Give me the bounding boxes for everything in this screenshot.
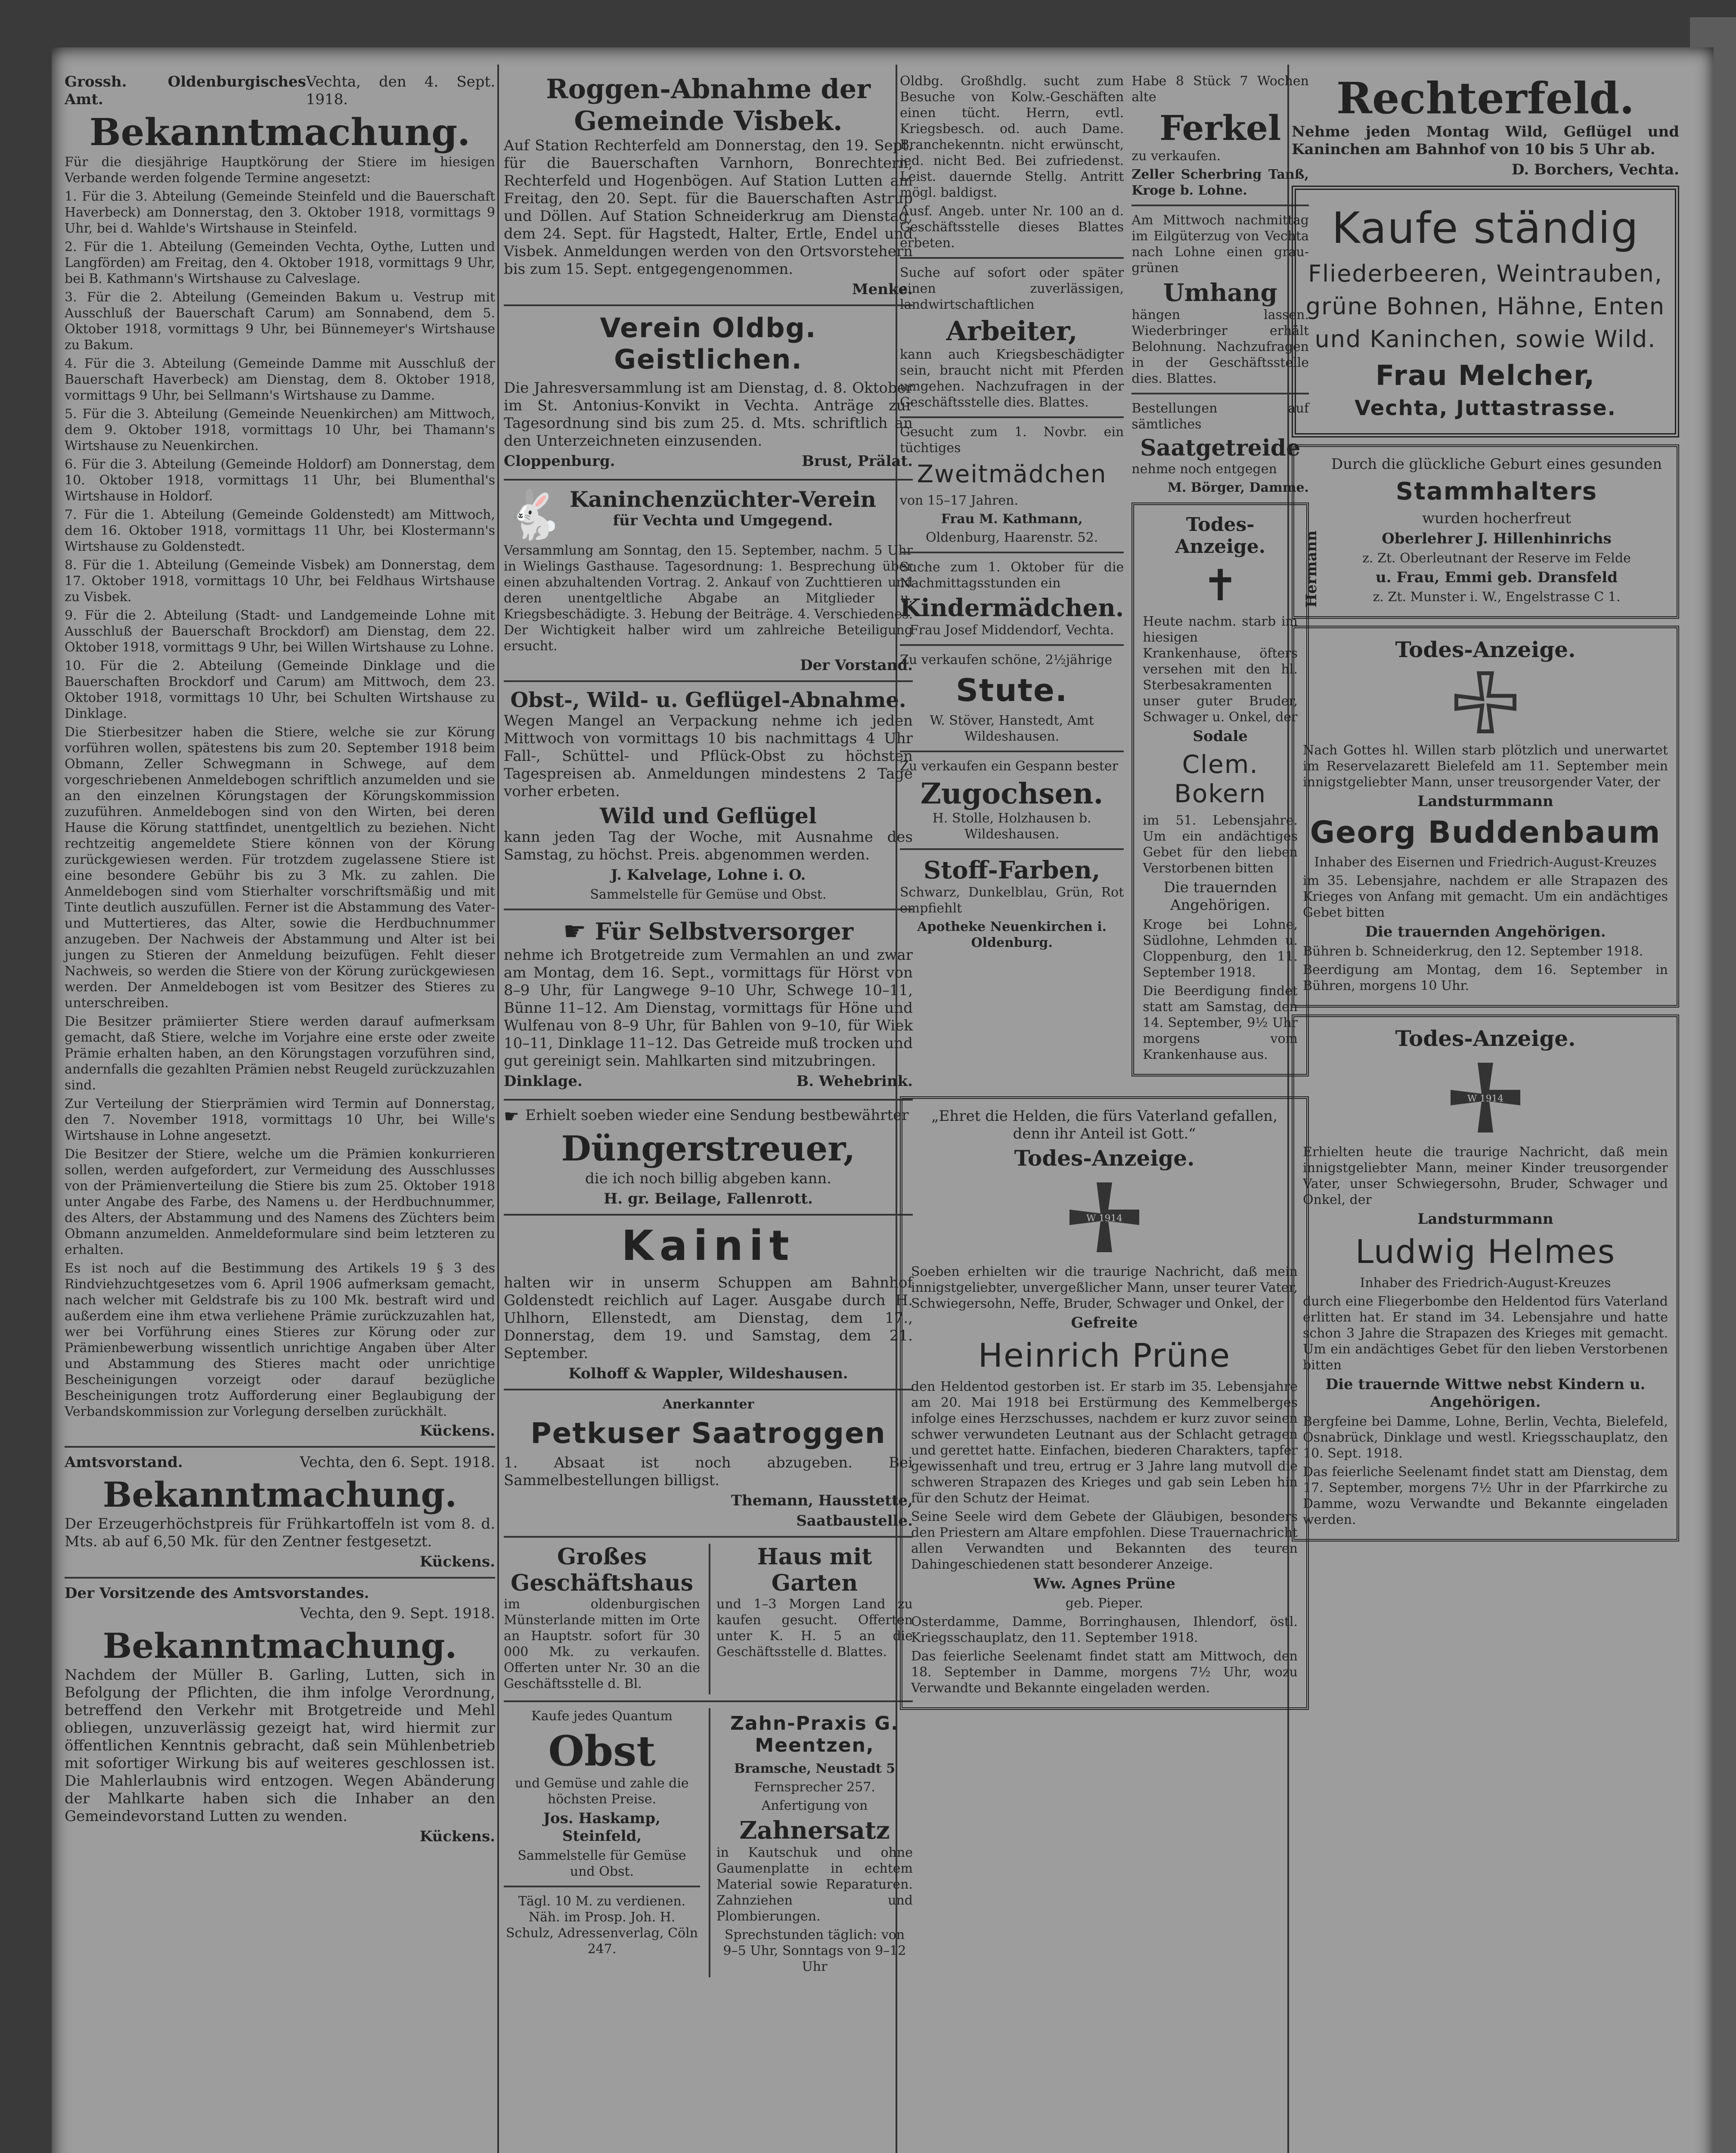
pointing-hand-icon: ☛ [504, 1107, 519, 1126]
notice-header [65, 73, 495, 111]
ad-text: 1. Absaat ist noch abzugeben. Bei Sammelbestellungen billigst. [504, 1454, 913, 1489]
ad-text: Nehme jeden Montag Wild, Geflügel und Kaninchen am Bahnhof von 10 bis 5 Uhr ab. [1292, 123, 1679, 158]
column-4 [1292, 73, 1679, 1548]
birth-text: Durch die glückliche Geburt eines gesunden [1331, 456, 1662, 473]
selfsupply-head [504, 916, 913, 946]
ad-signature: Brust, Prälat. [802, 453, 913, 470]
ad-text: nehme noch entgegen [1132, 462, 1277, 477]
ad-text: Versammlung am Sonntag, den 15. September, nachm. 5 Uhr in Wielings Gasthause. Tagesordnung: 1. Besprechung über einen abzuhaltenden Vortrag. 2. Ankauf von Zuchttieren und deren unentgeltliche Abgabe an Mitglieder u. Kriegsbeschädigte. 3. Hebung der Beiträge. 4. Verschiedenes. Der Wichtigkeit halber wird um zahlreiche Beteiligung ersucht. [504, 543, 913, 654]
deceased-name: Heinrich Prüne [978, 1336, 1231, 1374]
obituary-bokern [1132, 503, 1309, 1076]
divider [504, 1099, 913, 1101]
cross-inscription: W 1914 [1467, 1093, 1504, 1104]
ad-text: Anfertigung von [761, 1798, 868, 1813]
divider [900, 751, 1124, 752]
divider [65, 1577, 495, 1579]
ad-text: Suche auf sofort oder später einen zuverlässigen, landwirtschaftlichen [900, 265, 1124, 312]
ad-footer [504, 453, 913, 473]
ad-text: Schwarz, Dunkelblau, Grün, Rot empfiehlt [900, 885, 1124, 916]
mourners: Die trauernde Wittwe nebst Kindern u. Angehörigen. [1325, 1376, 1646, 1411]
notice-title: Bekanntmachung. [102, 1626, 457, 1666]
deceased-role: Gefreite [1071, 1314, 1138, 1331]
divider [900, 848, 1124, 850]
ad-text: halten wir in unserm Schuppen am Bahnhof Goldenstedt reichlich auf Lager. Ausgabe durch H. Uhlhorn, Ellenstedt, am Dienstag, dem 17., Donnerstag, dem 19. und Samstag, dem 21. September. [504, 1274, 913, 1362]
ad-text: Zu verkaufen ein Gespann bester [900, 759, 1118, 774]
ad-pretitle: Anerkannter [662, 1397, 754, 1412]
notice-paragraph: 10. Für die 2. Abteilung (Gemeinde Dinklage und die Bauerschaften Brockdorf und Carum) am Mittwoch, dem 23. Oktober 1918, vormittags 10 Uhr, bei Schulten Wirtshause zu Dinklage. [65, 658, 495, 721]
ad-row [900, 73, 1309, 1083]
rabbit-icon: 🐇 [504, 487, 563, 542]
obituary-text: im 51. Lebensjahre. Um ein andächtiges Gebet für den lieben Verstorbenen bitten [1143, 813, 1298, 876]
notice-signature: Kückens. [419, 1828, 495, 1845]
ad-place: Dinklage. [504, 1073, 583, 1090]
fruit-ad [504, 1708, 700, 1977]
ad-text: Fliederbeeren, Weintrauben, grüne Bohnen, Hähne, Enten und Kaninchen, sowie Wild. [1305, 260, 1665, 353]
ad-signature: Der Vorstand. [800, 657, 913, 674]
divider [1132, 393, 1309, 394]
ad-address: Bramsche, Neustadt 5 [734, 1761, 895, 1776]
ad-row [504, 1544, 913, 1694]
ad-text: hängen lassen. Wiederbringer erhält Belohnung. Nachzufragen in der Geschäftsstelle dies. Blattes. [1132, 307, 1309, 386]
obituary-place: Osterdamme, Damme, Borringhausen, Ihlendorf, östl. Kriegsschauplatz, den 11. September 1918. [911, 1614, 1298, 1645]
ad-signature: M. Börger, Damme. [1167, 480, 1309, 495]
ad-row [504, 1708, 913, 1977]
ad-text: Ausf. Angeb. unter Nr. 100 an d. Geschäftsstelle dieses Blattes erbeten. [900, 204, 1124, 251]
obituary-motto: „Ehret die Helden, die fürs Vaterland gefallen, denn ihr Anteil ist Gott.“ [931, 1108, 1277, 1142]
obituary-text: Heute nachm. starb im hiesigen Krankenhause, öfters versehen mit den hl. Sterbesakramenten unser guter Bruder, Schwager u. Onkel, der [1143, 614, 1298, 725]
ad-title: Roggen-Abnahme der Gemeinde Visbek. [546, 73, 871, 137]
obituary-text: durch eine Fliegerbombe den Heldentod fürs Vaterland erlitten hat. Er stand im 34. Lebensjahre und hatte schon 3 Jahre die Strapazen des Krieges mit gemacht. Um ein andächtiges Gebet für den lieben Verstorbenen bitten [1303, 1294, 1668, 1373]
mourners: Die trauernden Angehörigen. [1163, 879, 1277, 914]
ad-title: Obst [548, 1727, 656, 1775]
obituary-title: Todes-Anzeige. [1014, 1145, 1195, 1171]
ad-text: Habe 8 Stück 7 Wochen alte [1132, 74, 1309, 105]
notice-title: Bekanntmachung. [102, 1474, 457, 1515]
notice-text: Der Erzeugerhöchstpreis für Frühkartoffeln ist vom 8. d. Mts. ab auf 6,50 Mk. für den Zentner festgesetzt. [65, 1515, 495, 1550]
notice-signature: Kückens. [419, 1553, 495, 1570]
birth-announcement [1292, 444, 1679, 619]
ad-title: Haus mit Garten [757, 1544, 872, 1596]
notice-paragraph: 9. Für die 2. Abteilung (Stadt- und Landgemeinde Lohne mit Ausschluß der Bauerschaft Brockdorf) am Dienstag, dem 22. Oktober 1918, vormittags 9 Uhr, bei Willen Wirtshause zu Lohne. [65, 608, 495, 655]
obituary-helmes [1292, 1014, 1679, 1542]
widow-name: Ww. Agnes Prüne [1033, 1575, 1175, 1592]
ad-signature: H. gr. Beilage, Fallenrott. [604, 1190, 813, 1207]
ad-text: die ich noch billig abgeben kann. [585, 1170, 832, 1187]
notice-paragraph: Die Besitzer prämiierter Stiere werden darauf aufmerksam gemacht, daß Stiere, welche im Vorjahre eine erste oder zweite Prämie erhalten haben, an den Körungstagen vorzuführen sind, andernfalls die gezahlten Prämien nebst Reugeld zurückzuzahlen sind. [65, 1014, 495, 1093]
garden-ad [709, 1544, 913, 1694]
ad-signature: W. Stöver, Hanstedt, Amt Wildeshausen. [930, 713, 1094, 744]
deceased-name: Clem. Bokern [1174, 750, 1267, 808]
ad-title: Stute. [956, 672, 1068, 708]
ad-text: Gesucht zum 1. Novbr. ein tüchtiges [900, 425, 1124, 456]
notice-paragraph: 3. Für die 2. Abteilung (Gemeinden Bakum u. Vestrup mit Ausschluß der Bauerschaft Carum) am Sonnabend, dem 5. Oktober 1918, vormittags 9 Uhr, bei Bünnemeyer's Wirtshause zu Bakum. [65, 290, 495, 353]
obituary-text: Erhielten heute die traurige Nachricht, daß mein innigstgeliebter Mann, meiner Kinder treusorgender Vater, unser Schwiegersohn, Bruder, Schwager und Onkel, der [1303, 1145, 1668, 1207]
ad-hours: Sprechstunden täglich: von 9–5 Uhr, Sonntags von 9–12 Uhr [723, 1927, 906, 1974]
column-2 [504, 73, 913, 1977]
ad-title: Arbeiter, [946, 315, 1078, 347]
notice-date: Vechta, den 4. Sept. 1918. [306, 73, 495, 108]
obituary-text: Soeben erhielten wir die traurige Nachricht, daß mein innigstgeliebter, unvergeßlicher Mann, unser teurer Vater, Schwiegersohn, Neffe, Bruder, Schwager und Onkel, der [911, 1264, 1298, 1311]
ad-text: Erhielt soeben wieder eine Sendung bestbewährter [525, 1107, 909, 1124]
birth-title: Stammhalters [1395, 478, 1598, 506]
notice-date: Vechta, den 6. Sept. 1918. [300, 1454, 495, 1471]
ad-text: kann jeden Tag der Woche, mit Ausnahme des Samstag, zu höchst. Preis. abgenommen werden. [504, 828, 913, 863]
ad-text: nehme ich Brotgetreide zum Vermahlen an und zwar am Montag, dem 16. Sept., vormittags für Hörst von 8–9 Uhr, für Langwege 9–10 Uhr, Schwege 10–11, Bünne 11–12. Am Dienstag, vormittags für Höne und Wulfenau von 8–9 Uhr, für Bahlen von 9–10, für Wiek 10–11, Dinklage 11–12. Das Getreide muß trocken und gut gereinigt sein. Mahlkarten sind mitzubringen. [504, 946, 913, 1070]
deceased-name: Georg Buddenbaum [1310, 815, 1661, 850]
obituary-place: Bergfeine bei Damme, Lohne, Berlin, Vechta, Bielefeld, Osnabrück, Dinklage und westl. Kriegsschauplatz, den 10. Sept. 1918. [1303, 1414, 1668, 1461]
ad-signature: Frau Melcher, [1375, 360, 1596, 392]
column-rule [497, 65, 499, 2153]
rabbit-ad-head [570, 487, 876, 543]
divider [504, 909, 913, 910]
ad-text: in Kautschuk und ohne Gaumenplatte in echtem Material sowie Reparaturen. Zahnziehen und Plombierungen. [716, 1845, 913, 1924]
dentist-ad [709, 1708, 913, 1977]
cross-inscription: W 1914 [1086, 1213, 1122, 1224]
ad-title: Kainit [621, 1222, 795, 1270]
obituary-place: Bühren b. Schneiderkrug, den 12. September 1918. [1303, 944, 1643, 959]
ad-text: von 15–17 Jahren. [900, 493, 1018, 508]
ad-subheading: Wild und Geflügel [600, 803, 817, 828]
ad-pretitle: Kaufe jedes Quantum [531, 1709, 673, 1724]
ad-title: Für Selbstversorger [595, 918, 854, 945]
ad-title: Ferkel [1159, 108, 1281, 148]
notice-paragraph: Zur Verteilung der Stierprämien wird Termin auf Donnerstag, den 7. November 1918, vormittags 10 Uhr, bei Wille's Wirtshause in Lohne angesetzt. [65, 1096, 495, 1143]
ad-title: Zahn-Praxis G. Meentzen, [730, 1712, 899, 1756]
ad-title: Kaninchenzüchter-Verein [569, 487, 876, 512]
notice-paragraph: 4. Für die 3. Abteilung (Gemeinde Damme mit Ausschluß der Bauerschaft Haverbeck) am Dienstag, dem 8. Oktober 1918, vormittags 9 Uhr, bei Sellmann's Wirtshause zu Damme. [65, 356, 495, 403]
obituary-text: Nach Gottes hl. Willen starb plötzlich und unerwartet im Reservelazarett Bielefeld am 11. September mein innigstgeliebter Mann, unser treusorgender Vater, der [1303, 743, 1668, 790]
ad-signature: H. Stolle, Holzhausen b. Wildeshausen. [932, 811, 1091, 842]
ad-text: im oldenburgischen Münsterlande mitten im Orte an Hauptstr. sofort für 30 000 Mk. zu verkaufen. Offerten unter Nr. 30 an die Geschäftsstelle d. Bl. [504, 1597, 700, 1691]
ad-signature: B. Wehebrink. [796, 1073, 913, 1090]
ad-text: und 1–3 Morgen Land zu kaufen gesucht. Offerten unter K. H. 5 an die Geschäftsstelle d. Blattes. [716, 1597, 913, 1660]
buy-ad [1292, 186, 1679, 437]
rabbit-ad [504, 487, 913, 543]
divider [504, 304, 913, 306]
divider [504, 479, 913, 481]
ad-text: Oldbg. Großhdlg. sucht zum Besuche von Kolw.-Geschäften einen tücht. Herrn, evtl. Kriegsbesch. od. auch Dame. Branchekenntn. nicht erwünscht, jed. nicht Bed. Bei zufriedenst. Leist. dauernde Stellg. Antritt mögl. baldigst. [900, 74, 1124, 200]
ad-text: zu verkaufen. [1132, 149, 1221, 164]
divider [504, 1700, 913, 1702]
funeral-info: Beerdigung am Montag, dem 16. September in Bühren, morgens 10 Uhr. [1303, 962, 1668, 993]
ad-text: Tägl. 10 M. zu verdienen. Näh. im Prosp. Joh. H. Schulz, Adressenverlag, Cöln 247. [505, 1894, 698, 1957]
deceased-role: Sodale [1193, 728, 1248, 745]
ad-title: Zweitmädchen [917, 460, 1107, 488]
notice-paragraph: 8. Für die 1. Abteilung (Gemeinde Visbek) am Donnerstag, dem 17. Oktober 1918, vormittags 10 Uhr, bei Feldhaus Wirtshause zu Visbek. [65, 558, 495, 605]
notice-header [65, 1454, 495, 1474]
ad-title: Rechterfeld. [1336, 73, 1635, 124]
wholesale-ad [900, 73, 1124, 1083]
house-ad [504, 1544, 700, 1694]
notice-body [65, 154, 495, 1420]
iron-cross-icon [1453, 670, 1518, 735]
notice-paragraph: 7. Für die 1. Abteilung (Gemeinde Goldenstedt) am Mittwoch, dem 16. Oktober 1918, vormittags 11 Uhr, bei Klostermann's Wirtshause zu Goldenstedt. [65, 507, 495, 554]
birth-text: wurden hocherfreut [1422, 510, 1572, 527]
notice-text: Nachdem der Müller B. Garling, Lutten, sich in Befolgung der Pflichten, die ihm infolge Verordnung, betreffend den Verkehr mit Brotgetreide und Mehl obliegen, unzuverlässig gezeigt hat, wird hiermit zur öffentlichen Kenntnis gebracht, daß sein Mühlenbetrieb mit sofortiger Wirkung bis auf weiteres geschlossen ist. Die Mahlerlaubnis wird entzogen. Wegen Abänderung der Mahlkarte haben sich die Inhaber an den Gemeindevorstand Lutten zu wenden. [65, 1666, 495, 1825]
ad-signature: Jos. Haskamp, Steinfeld, [543, 1810, 661, 1845]
ad-title: Petkuser Saatroggen [530, 1417, 886, 1450]
obituary-title: Todes-Anzeige. [1395, 1026, 1576, 1051]
office-label: Grossh. Oldenburgisches Amt. [65, 73, 306, 108]
ad-signature: D. Borchers, Vechta. [1512, 161, 1679, 178]
ad-title: Kindermädchen. [900, 594, 1124, 622]
ad-signature-sub: Sammelstelle für Gemüse und Obst. [590, 887, 827, 902]
obituary-place: Kroge bei Lohne, Südlohne, Lehmden u. Cloppenburg, den 11. September 1918. [1143, 917, 1298, 980]
notice-paragraph: Die Stierbesitzer haben die Stiere, welche sie zur Körung vorführen wollen, spätestens bis zum 20. September 1918 beim Obmann, Zeller Schwegmann in Schwege, auf dem vorgeschriebenen Anmeldebogen schriftlich anzumelden und sie an den einzelnen Körungstagen der Körungskommission zuzuführen. Anmeldebogen sind von den Wirten, bei deren Hause die Körung stattfindet, unentgeltlich zu beziehen. Nicht rechtzeitig angemeldete Stiere können von der Körung zurückgewiesen werden. Für trotzdem zugelassene Stiere ist eine besondere Gebühr bis zu 3 Mk. zu zahlen. Die Anmeldebogen sind vom Stierhalter vorschriftsmäßig und mit Tinte deutlich auszufüllen. Ferner ist die Abstammung des Vater- und Muttertieres, das Alter, sowie die Herdbuchnummer anzugeben. Der Nachweis der Abstammung und Alter ist bei jungen zu Stieren der Anmeldung beizufügen. Fehlt dieser Nachweis, so werden die Stiere von der Körung zurückgewiesen werden. Der Anmeldebogen ist vom Besitzer des Stieres zu unterschreiben. [65, 725, 495, 1011]
ad-title: Umhang [1163, 279, 1277, 307]
ad-signature: Kolhoff & Wappler, Wildeshausen. [568, 1365, 848, 1382]
obituary-text: Seine Seele wird dem Gebete der Gläubigen, besonders den Priestern am Altare empfohlen. Diese Trauernachricht allen Verwandten und Bekannten des teuren Dahingeschiedenen statt besonderer Anzeige. [911, 1509, 1298, 1572]
notice-paragraph: Die Besitzer der Stiere, welche um die Prämien konkurrieren sollen, werden aufgefordert, zur Vermeidung des Ausschlusses von der Prämienverteilung die Stiere bis zum 25. Oktober 1918 unter Angabe des Farbe, des Namens u. der Herdbuchnummer, des Alters, der Abstammung und des Namens des Züchters beim Obmann anzumelden. Anmeldeformulare sind beim letzteren zu erhalten. [65, 1147, 495, 1257]
ad-text: und Gemüse und zahle die höchsten Preise. [515, 1776, 689, 1807]
ad-signature-sub: Saatbaustelle. [796, 1512, 913, 1529]
divider [900, 257, 1124, 259]
column-3 [900, 73, 1309, 1717]
ad-text: Am Mittwoch nachmittag im Eilgüterzug von Vechta nach Lohne einen grau-grünen [1132, 213, 1309, 276]
obituary-pruene [900, 1096, 1309, 1710]
ad-text: Bestellungen auf sämtliches [1132, 401, 1309, 432]
birth-body [1325, 456, 1668, 608]
spreader-intro [504, 1107, 913, 1127]
divider [1132, 205, 1309, 206]
col3-right [1132, 73, 1309, 1083]
ad-text: kann auch Kriegsbeschädigter sein, braucht nicht mit Pferden umgehen. Nachzufragen in der Geschäftsstelle dies. Blattes. [900, 347, 1124, 410]
notice-paragraph: Es ist noch auf die Bestimmung des Artikels 19 § 3 des Rindviehzuchtgesetzes vom 6. April 1906 aufmerksam gemacht, nach welcher mit Geldstrafe bis zu 100 Mk. bestraft wird und außerdem eine ihm etwa verliehene Prämie zurückzuzahlen hat, wer bei Vorführung eines Stieres zur Körung oder zur Prämienbewerbung wissentlich unrichtige Angaben über Alter und Abstammung des Stieres macht oder unrichtige Bescheinigungen vorzeigt oder darauf bezügliche Bescheinigungen trotz Aufforderung einer Beglaubigung der Verbandskommission zur Vorlegung derselben zurückhält. [65, 1261, 495, 1419]
iron-cross-icon [1447, 1059, 1524, 1136]
father-name: Oberlehrer J. Hillenhinrichs [1382, 530, 1612, 547]
ad-title: Verein Oldbg. Geistlichen. [600, 312, 817, 375]
notice-date: Vechta, den 9. Sept. 1918. [300, 1605, 495, 1622]
ad-title: Saatgetreide [1140, 435, 1301, 461]
ad-title: Obst-, Wild- u. Geflügel-Abnahme. [510, 688, 906, 712]
ad-phone: Fernsprecher 257. [754, 1780, 875, 1795]
ad-signature-sub: Vechta, Juttastrasse. [1355, 396, 1616, 420]
office-label: Der Vorsitzende des Amtsvorstandes. [65, 1585, 369, 1602]
ad-subheading: Zahnersatz [739, 1816, 890, 1845]
obituary-title: Todes-Anzeige. [1395, 637, 1576, 662]
father-rank: z. Zt. Oberleutnant der Reserve im Felde [1362, 551, 1631, 566]
notice-signature: Kückens. [419, 1422, 495, 1439]
iron-cross-icon [1066, 1179, 1143, 1256]
ad-signature: Apotheke Neuenkirchen i. Oldenburg. [917, 919, 1107, 950]
notice-paragraph: 5. Für die 3. Abteilung (Gemeinde Neuenkirchen) am Mittwoch, dem 9. Oktober 1918, vormittags 10 Uhr, bei Thamann's Wirtshause zu Neuenkirchen. [65, 406, 495, 453]
ad-signature-sub: Oldenburg, Haarenstr. 52. [926, 530, 1098, 545]
ad-place: Cloppenburg. [504, 453, 615, 470]
divider [504, 680, 913, 682]
notice-paragraph: Für die diesjährige Hauptkörung der Stiere im hiesigen Verbande werden folgende Termine angesetzt: [65, 155, 495, 186]
ad-title: Zugochsen. [920, 777, 1104, 810]
notice-title: Bekanntmachung. [89, 111, 471, 154]
obituary-text: den Heldentod gestorben ist. Er starb im 35. Lebensjahre am 20. Mai 1918 bei Erstürmung des Kemmelberges infolge eines Herzschusses, nachdem er kurz zuvor seinen schwer verwundeten Leutnant aus der Schlacht getragen und gerettet hatte. Einfachen, biederen Charakters, tapfer gewissenhaft und treu, ertrug er 3 Jahre lang mutvoll die schweren Strapazen des Krieges und gab sein Leben hin für den Schutz der Heimat. [911, 1379, 1298, 1506]
notice-paragraph: 1. Für die 3. Abteilung (Gemeinde Steinfeld und die Bauerschaft Haverbeck) am Donnerstag, den 3. Oktober 1918, vormittags 9 Uhr, bei d. Wahlde's Wirtshause in Steinfeld. [65, 189, 495, 236]
ad-signature: Frau M. Kathmann, [941, 512, 1083, 527]
funeral-info: Das feierliche Seelenamt findet statt am Mittwoch, den 18. September in Damme, morgens 7½ Uhr, wozu Verwandte und Bekannte eingeladen werden. [911, 1649, 1298, 1696]
ad-text: Zu verkaufen schöne, 2½jährige [900, 652, 1113, 667]
obituary-buddenbaum [1292, 626, 1679, 1008]
decoration-info: Inhaber des Eisernen und Friedrich-August-Kreuzes [1314, 855, 1657, 870]
office-label: Amtsvorstand. [65, 1454, 183, 1471]
notice-paragraph: 6. Für die 3. Abteilung (Gemeinde Holdorf) am Donnerstag, dem 10. Oktober 1918, vormittags 11 Uhr, bei Blumenthal's Wirtshause in Holdorf. [65, 457, 495, 504]
pointing-hand-icon: ☛ [563, 916, 586, 946]
funeral-info: Die Beerdigung findet statt am Samstag, den 14. September, 9½ Uhr morgens vom Krankenhause aus. [1143, 983, 1298, 1062]
address: z. Zt. Munster i. W., Engelstrasse C 1. [1373, 589, 1621, 605]
divider [504, 1214, 913, 1216]
mother-name: u. Frau, Emmi geb. Dransfeld [1376, 569, 1618, 586]
ad-signature: J. Kalvelage, Lohne i. O. [611, 866, 806, 884]
divider [900, 552, 1124, 553]
divider [504, 1389, 913, 1390]
ad-title: Großes Geschäftshaus [510, 1544, 694, 1596]
baby-name: Hermann [1303, 530, 1320, 608]
divider [900, 644, 1124, 646]
ad-signature-sub: Sammelstelle für Gemüse und Obst. [518, 1848, 686, 1879]
funeral-info: Das feierliche Seelenamt findet statt am Dienstag, dem 17. September, morgens 7½ Uhr in der Pfarrkirche zu Damme, wozu Verwandte und Bekannte eingeladen werden. [1303, 1464, 1668, 1527]
obituary-text: im 35. Lebensjahre, nachdem er alle Strapazen des Krieges von Anfang mit gemacht. Um ein andächtiges Gebet bitten [1303, 873, 1668, 920]
column-1 [65, 73, 495, 1848]
ad-title: Düngerstreuer, [561, 1128, 856, 1169]
widow-maiden: geb. Pieper. [1065, 1596, 1144, 1611]
latin-cross-icon: ✝ [1202, 560, 1239, 611]
ad-text: Die Jahresversammlung ist am Dienstag, d. 8. Oktober im St. Antonius-Konvikt in Vechta. Anträge zur Tagesordnung sind bis zum 25. d. Mts. schriftlich an den Unterzeichneten einzusenden. [504, 379, 913, 450]
ad-text: Suche zum 1. Oktober für die Nachmittagsstunden ein [900, 560, 1124, 591]
divider [504, 1886, 700, 1887]
ad-signature: Zeller Scherbring Tanß, Kroge b. Lohne. [1132, 167, 1309, 198]
ad-footer [504, 1073, 913, 1093]
decoration-info: Inhaber des Friedrich-August-Kreuzes [1360, 1275, 1611, 1291]
ad-title: Stoff-Farben, [923, 856, 1100, 884]
notice-paragraph: 2. Für die 1. Abteilung (Gemeinden Vechta, Oythe, Lutten und Langförden) am Freitag, den 4. Oktober 1918, vormittags 9 Uhr, bei B. Kathmann's Wirtshause zu Calveslage. [65, 239, 495, 286]
ad-text: Wegen Mangel an Verpackung nehme ich jeden Mittwoch von vormittags 10 bis nachmittags 4 Uhr Fall-, Schüttel- und Pflück-Obst zu höchsten Tagespreisen ab. Anmeldungen mindestens 2 Tage vorher erbeten. [504, 712, 913, 800]
mourners: Die trauernden Angehörigen. [1365, 923, 1606, 940]
ad-title: Kaufe ständig [1332, 203, 1639, 253]
ad-signature: Frau Josef Middendorf, Vechta. [909, 623, 1114, 638]
divider [900, 416, 1124, 418]
deceased-name: Ludwig Helmes [1355, 1232, 1616, 1271]
ad-signature: Menke. [852, 281, 913, 298]
ad-subtitle: für Vechta und Umgegend. [613, 512, 833, 529]
deceased-role: Landsturmmann [1417, 793, 1553, 810]
ad-signature: Themann, Hausstette, [731, 1492, 913, 1509]
deceased-role: Landsturmmann [1417, 1210, 1553, 1228]
ad-text: Auf Station Rechterfeld am Donnerstag, den 19. Sept. für die Bauerschaften Varnhorn, Bonrechtern, Rechterfeld und Hogenbögen. Auf Station Lutten am Freitag, den 20. Sept. für die Bauerschaften Astrup und Döllen. Auf Station Schneiderkrug am Dienstag, dem 24. Sept. für Hagstedt, Halter, Ertle, Endel und Visbek. Anmeldungen werden von den Ortsvorstehern bis zum 15. Sept. entgegengenommen. [504, 137, 913, 278]
divider [65, 1446, 495, 1448]
divider [504, 1536, 913, 1538]
obituary-title: Todes-Anzeige. [1175, 514, 1266, 558]
